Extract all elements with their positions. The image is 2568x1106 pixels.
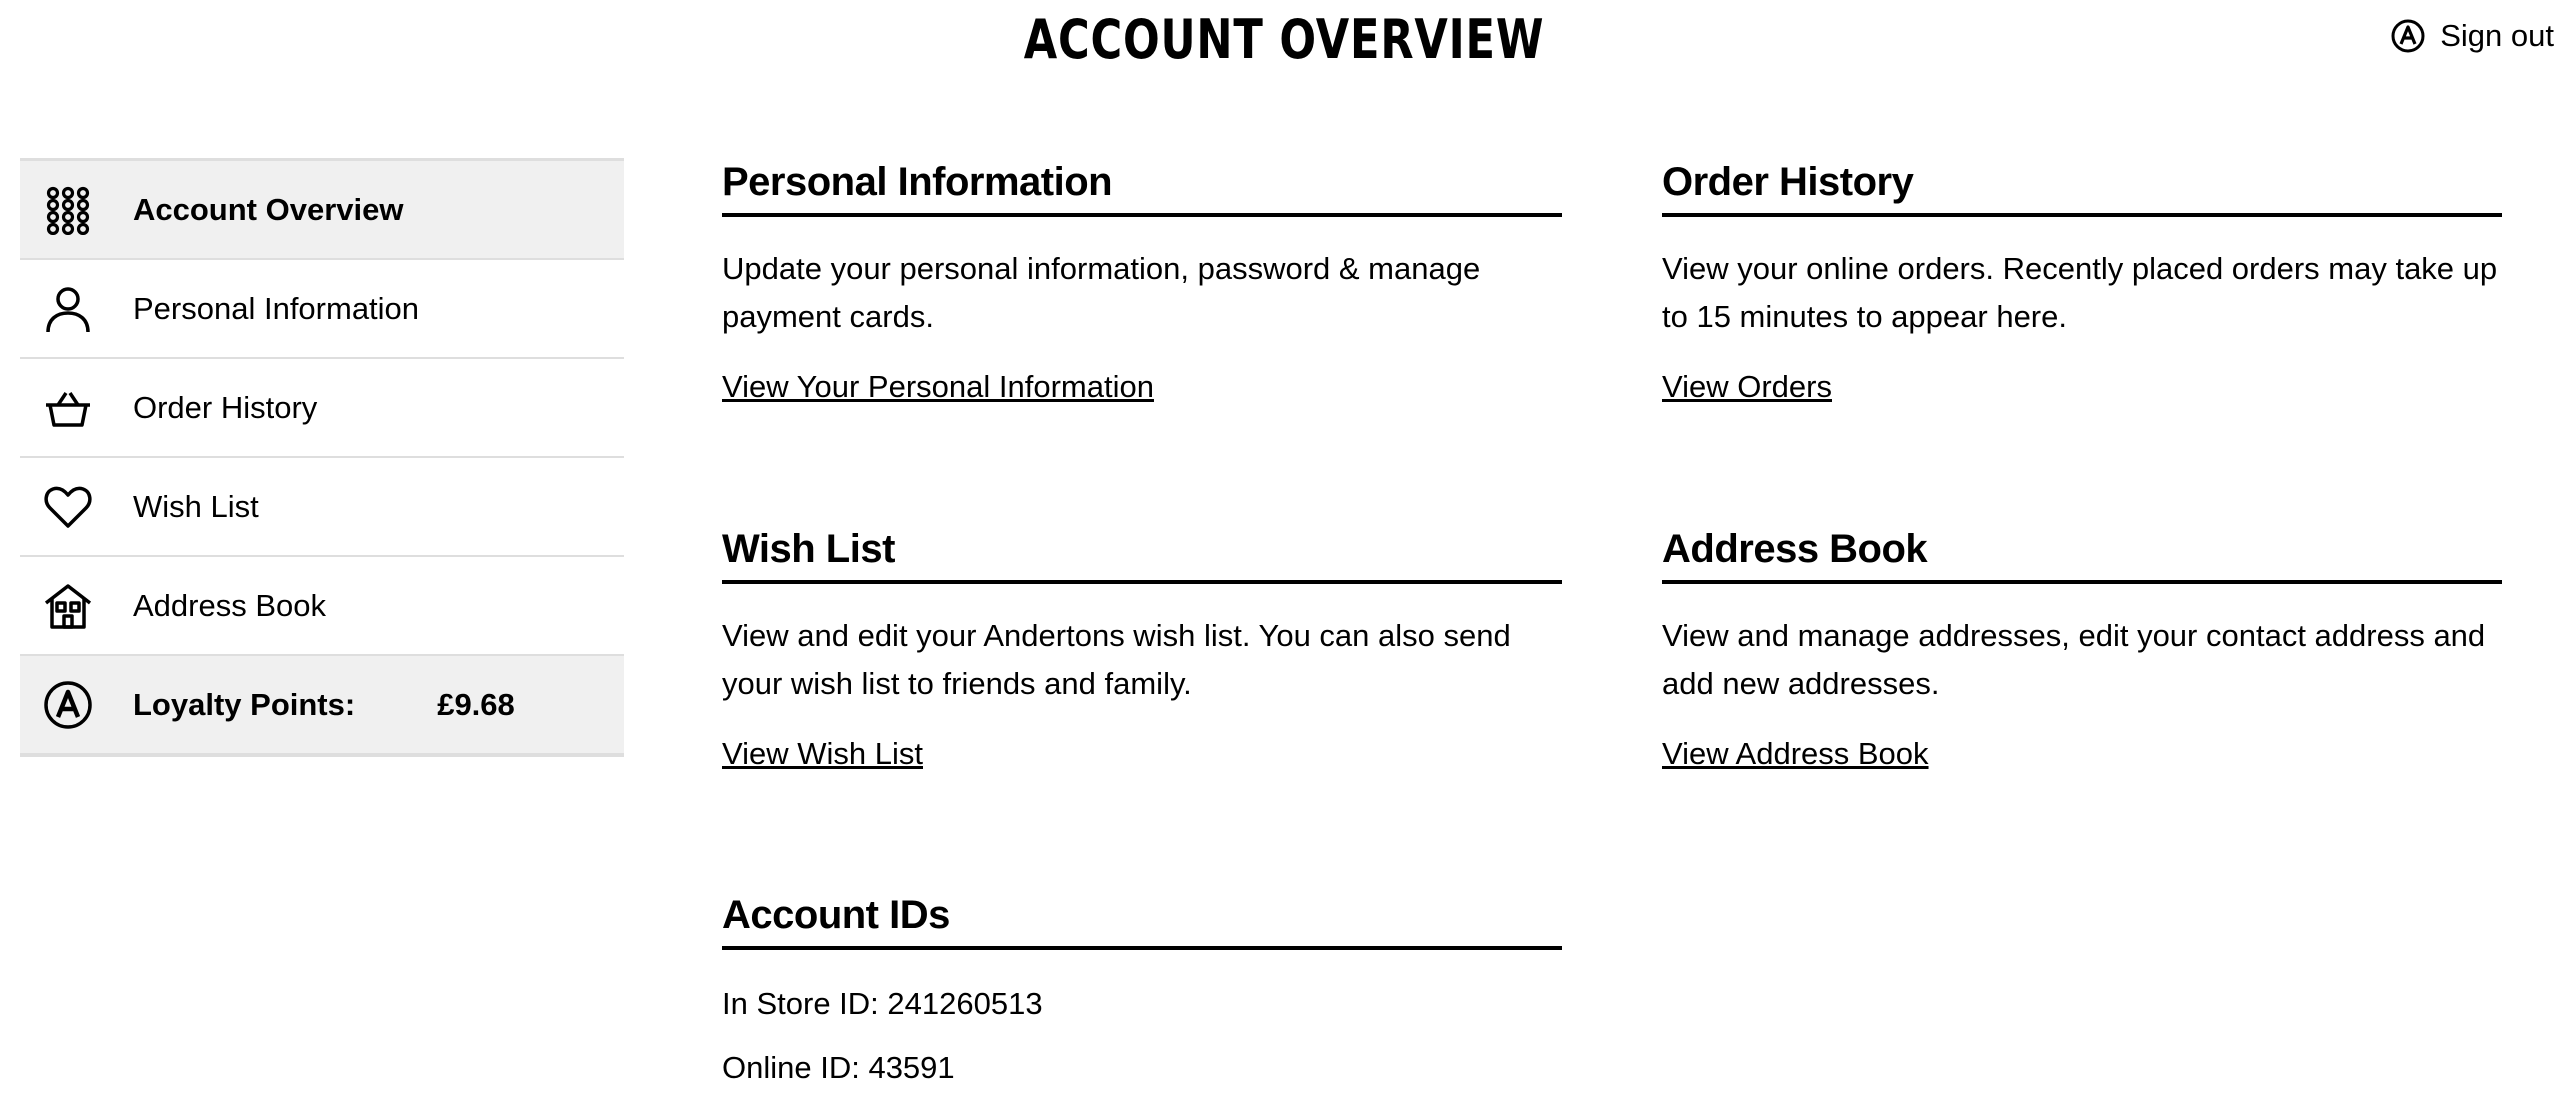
sign-out-button[interactable] bbox=[2390, 18, 2554, 54]
section-title: Address Book bbox=[1662, 527, 2502, 584]
andertons-logo-icon bbox=[2390, 18, 2426, 54]
order-history-section bbox=[1662, 160, 2502, 405]
section-description: View and edit your Andertons wish list. You can also send your wish list to friends and family. bbox=[722, 618, 1511, 701]
section-title: Personal Information bbox=[722, 160, 1562, 217]
wish-list-section bbox=[722, 527, 1562, 772]
sidebar-item-label: Account Overview bbox=[133, 191, 404, 227]
sidebar-item-label: Order History bbox=[133, 389, 318, 425]
sidebar-item-address-book[interactable] bbox=[20, 557, 624, 656]
loyalty-points bbox=[20, 656, 624, 753]
personal-information-section bbox=[722, 160, 1562, 405]
sidebar-item-wish-list[interactable] bbox=[20, 458, 624, 557]
sidebar-item-label: Address Book bbox=[133, 587, 326, 623]
sign-out-label: Sign out bbox=[2440, 18, 2554, 53]
section-description: View your online orders. Recently placed orders may take up to 15 minutes to appear here. bbox=[1662, 251, 2498, 334]
section-title: Account IDs bbox=[722, 893, 1562, 950]
page-title: ACCOUNT OVERVIEW bbox=[1023, 8, 1545, 71]
sidebar-item-label: Wish List bbox=[133, 488, 259, 524]
view-personal-information-link[interactable]: View Your Personal Information bbox=[722, 369, 1154, 404]
section-description: Update your personal information, password & manage payment cards. bbox=[722, 251, 1481, 334]
grid-dots-icon bbox=[43, 185, 93, 235]
in-store-id: In Store ID: 241260513 bbox=[722, 986, 1043, 1021]
loyalty-points-value: £9.68 bbox=[437, 686, 515, 722]
sidebar-item-personal-information[interactable] bbox=[20, 260, 624, 359]
user-icon bbox=[43, 284, 93, 334]
andertons-logo-icon bbox=[43, 680, 93, 730]
basket-icon bbox=[43, 383, 93, 433]
account-ids-section bbox=[722, 893, 1562, 1088]
account-sidebar bbox=[20, 158, 624, 757]
address-book-section bbox=[1662, 527, 2502, 772]
sidebar-item-label: Personal Information bbox=[133, 290, 420, 326]
view-orders-link[interactable]: View Orders bbox=[1662, 369, 1832, 404]
heart-icon bbox=[43, 482, 93, 532]
view-address-book-link[interactable]: View Address Book bbox=[1662, 736, 1929, 771]
section-description: View and manage addresses, edit your contact address and add new addresses. bbox=[1662, 618, 2486, 701]
section-title: Order History bbox=[1662, 160, 2502, 217]
sidebar-item-order-history[interactable] bbox=[20, 359, 624, 458]
view-wish-list-link[interactable]: View Wish List bbox=[722, 736, 923, 771]
loyalty-points-label: Loyalty Points: bbox=[133, 686, 356, 722]
online-id: Online ID: 43591 bbox=[722, 1050, 955, 1085]
house-icon bbox=[43, 581, 93, 631]
sidebar-item-account-overview[interactable] bbox=[20, 161, 624, 260]
section-title: Wish List bbox=[722, 527, 1562, 584]
